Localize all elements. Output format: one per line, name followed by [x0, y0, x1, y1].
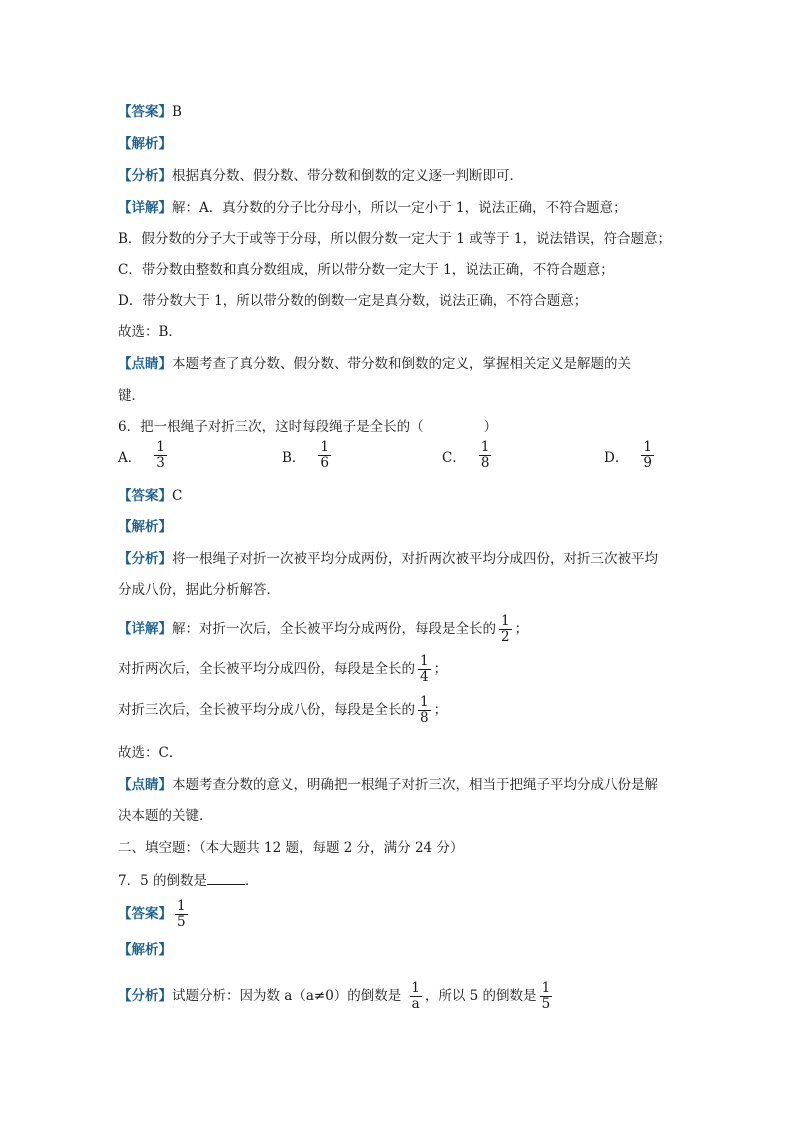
numerator: 1 — [643, 439, 652, 455]
q6-option-b-label: B． — [282, 449, 306, 466]
q6-option-d — [604, 440, 657, 471]
q6-detail-line-1 — [118, 612, 528, 646]
denominator: a — [411, 996, 420, 1012]
q6-option-d-fraction — [641, 440, 654, 471]
q6-choose-line: 故选：C． — [118, 745, 183, 761]
q5-answer-line — [118, 102, 182, 122]
q6-option-a — [118, 440, 170, 471]
answer-tag: 【答案】 — [118, 488, 172, 504]
analysis-tag: 【解析】 — [118, 942, 172, 958]
q5-dianjing-line-1 — [118, 354, 631, 374]
fenxi-tag: 【分析】 — [118, 168, 172, 184]
numerator: 1 — [411, 980, 420, 996]
q5-choose-line: 故选：B． — [118, 324, 182, 340]
fenxi-tag: 【分析】 — [118, 551, 172, 567]
denominator: 4 — [420, 669, 429, 685]
denominator: 9 — [643, 455, 652, 471]
denominator: 3 — [156, 455, 165, 471]
q6-analysis-heading — [118, 517, 172, 537]
q7-fenxi-text-1: 试题分析：因为数 a（a≠0）的倒数是 — [172, 988, 402, 1004]
denominator: 5 — [177, 914, 186, 930]
denominator: 8 — [420, 710, 429, 726]
numerator: 1 — [541, 980, 551, 996]
q7-fenxi-line — [118, 978, 555, 1014]
semicolon: ； — [433, 702, 448, 718]
q6-fenxi-line-1 — [118, 549, 658, 569]
denominator: 2 — [501, 629, 510, 645]
denominator: 5 — [541, 996, 551, 1012]
q7-answer-fraction — [175, 899, 188, 930]
q5-dianjing-text-1: 本题考查了真分数、假分数、带分数和倒数的定义，掌握相关定义是解题的关 — [172, 356, 631, 372]
q7-fenxi-text-2: ，所以 5 的倒数是 — [424, 988, 537, 1004]
q5-analysis-heading — [118, 134, 172, 154]
q6-option-b — [282, 440, 334, 471]
q6-detail-text-1: 解：对折一次后，全长被平均分成两份，每段是全长的 — [172, 621, 496, 637]
q6-fenxi-text-1: 将一根绳子对折一次被平均分成两份，对折两次被平均分成四份，对折三次被平均 — [172, 551, 658, 567]
semicolon: ； — [433, 661, 448, 677]
quarter-fraction — [418, 654, 431, 685]
q6-stem-start: 6．把一根绳子对折三次，这时每段绳子是全长的（ — [118, 419, 424, 435]
denominator: 8 — [480, 455, 490, 471]
numerator: 1 — [480, 439, 490, 455]
numerator: 1 — [420, 653, 429, 669]
q7-stem — [118, 870, 258, 891]
q6-detail-text-2: 对折两次后，全长被平均分成四份，每段是全长的 — [118, 661, 415, 677]
q7-answer-blank — [207, 870, 245, 885]
q6-detail-line-3 — [118, 693, 447, 727]
q5-detail-line-4: D．带分数大于 1，所以带分数的倒数一定是真分数，说法正确，不符合题意； — [118, 293, 588, 309]
q5-answer-value: B — [172, 104, 182, 120]
numerator: 1 — [177, 898, 186, 914]
q7-stem-start: 7．5 的倒数是 — [118, 873, 207, 889]
half-fraction — [499, 614, 512, 645]
q6-dianjing-line-1 — [118, 775, 658, 795]
q5-detail-text-1: 解：A．真分数的分子比分母小，所以一定小于 1，说法正确，不符合题意； — [172, 200, 627, 216]
dianjing-tag: 【点睛】 — [118, 356, 172, 372]
analysis-tag: 【解析】 — [118, 136, 172, 152]
numerator: 1 — [156, 439, 165, 455]
q5-detail-line-1 — [118, 198, 627, 218]
q6-option-b-fraction — [318, 440, 331, 471]
reciprocal-5-fraction — [540, 981, 553, 1012]
q6-answer-value: C — [172, 488, 183, 504]
q6-option-c — [442, 440, 494, 471]
eighth-fraction — [418, 695, 431, 726]
q6-detail-line-2 — [118, 652, 447, 686]
q6-option-a-label: A． — [118, 449, 142, 466]
q6-dianjing-line-2: 决本题的关键． — [118, 808, 213, 824]
q5-dianjing-line-2: 键． — [118, 388, 145, 404]
numerator: 1 — [320, 439, 330, 455]
q7-analysis-heading — [118, 940, 172, 960]
q6-dianjing-text-1: 本题考查分数的意义，明确把一根绳子对折三次，相当于把绳子平均分成八份是解 — [172, 777, 658, 793]
analysis-tag: 【解析】 — [118, 519, 172, 535]
denominator: 6 — [320, 455, 330, 471]
q6-option-d-label: D． — [604, 449, 629, 466]
reciprocal-a-fraction — [409, 981, 422, 1012]
numerator: 1 — [501, 613, 510, 629]
q6-answer-line — [118, 486, 182, 506]
dianjing-tag: 【点睛】 — [118, 777, 172, 793]
xiangjie-tag: 【详解】 — [118, 200, 172, 216]
answer-tag: 【答案】 — [118, 104, 172, 120]
q7-stem-end: ． — [244, 873, 259, 889]
q6-stem-end: ） — [483, 419, 498, 435]
q6-option-c-label: C． — [442, 449, 466, 466]
q6-detail-text-3: 对折三次后，全长被平均分成八份，每段是全长的 — [118, 702, 415, 718]
section-title: 二、填空题：（本大题共 12 题，每题 2 分，满分 24 分） — [118, 840, 464, 856]
q6-fenxi-line-2: 分成八份，据此分析解答． — [118, 582, 280, 598]
fenxi-tag: 【分析】 — [118, 988, 172, 1004]
numerator: 1 — [420, 694, 429, 710]
q5-fenxi-line — [118, 166, 523, 186]
q6-option-a-fraction — [154, 440, 167, 471]
q6-stem — [118, 417, 497, 437]
q5-detail-line-3: C．带分数由整数和真分数组成，所以带分数一定大于 1，说法正确，不符合题意； — [118, 262, 614, 278]
q6-option-c-fraction — [479, 440, 492, 471]
semicolon: ； — [514, 621, 529, 637]
q7-answer-line — [118, 896, 191, 932]
q5-fenxi-text: 根据真分数、假分数、带分数和倒数的定义逐一判断即可． — [172, 168, 523, 184]
answer-tag: 【答案】 — [118, 906, 172, 922]
xiangjie-tag: 【详解】 — [118, 621, 172, 637]
q5-detail-line-2: B．假分数的分子大于或等于分母，所以假分数一定大于 1 或等于 1，说法错误，符合题意； — [118, 231, 671, 247]
